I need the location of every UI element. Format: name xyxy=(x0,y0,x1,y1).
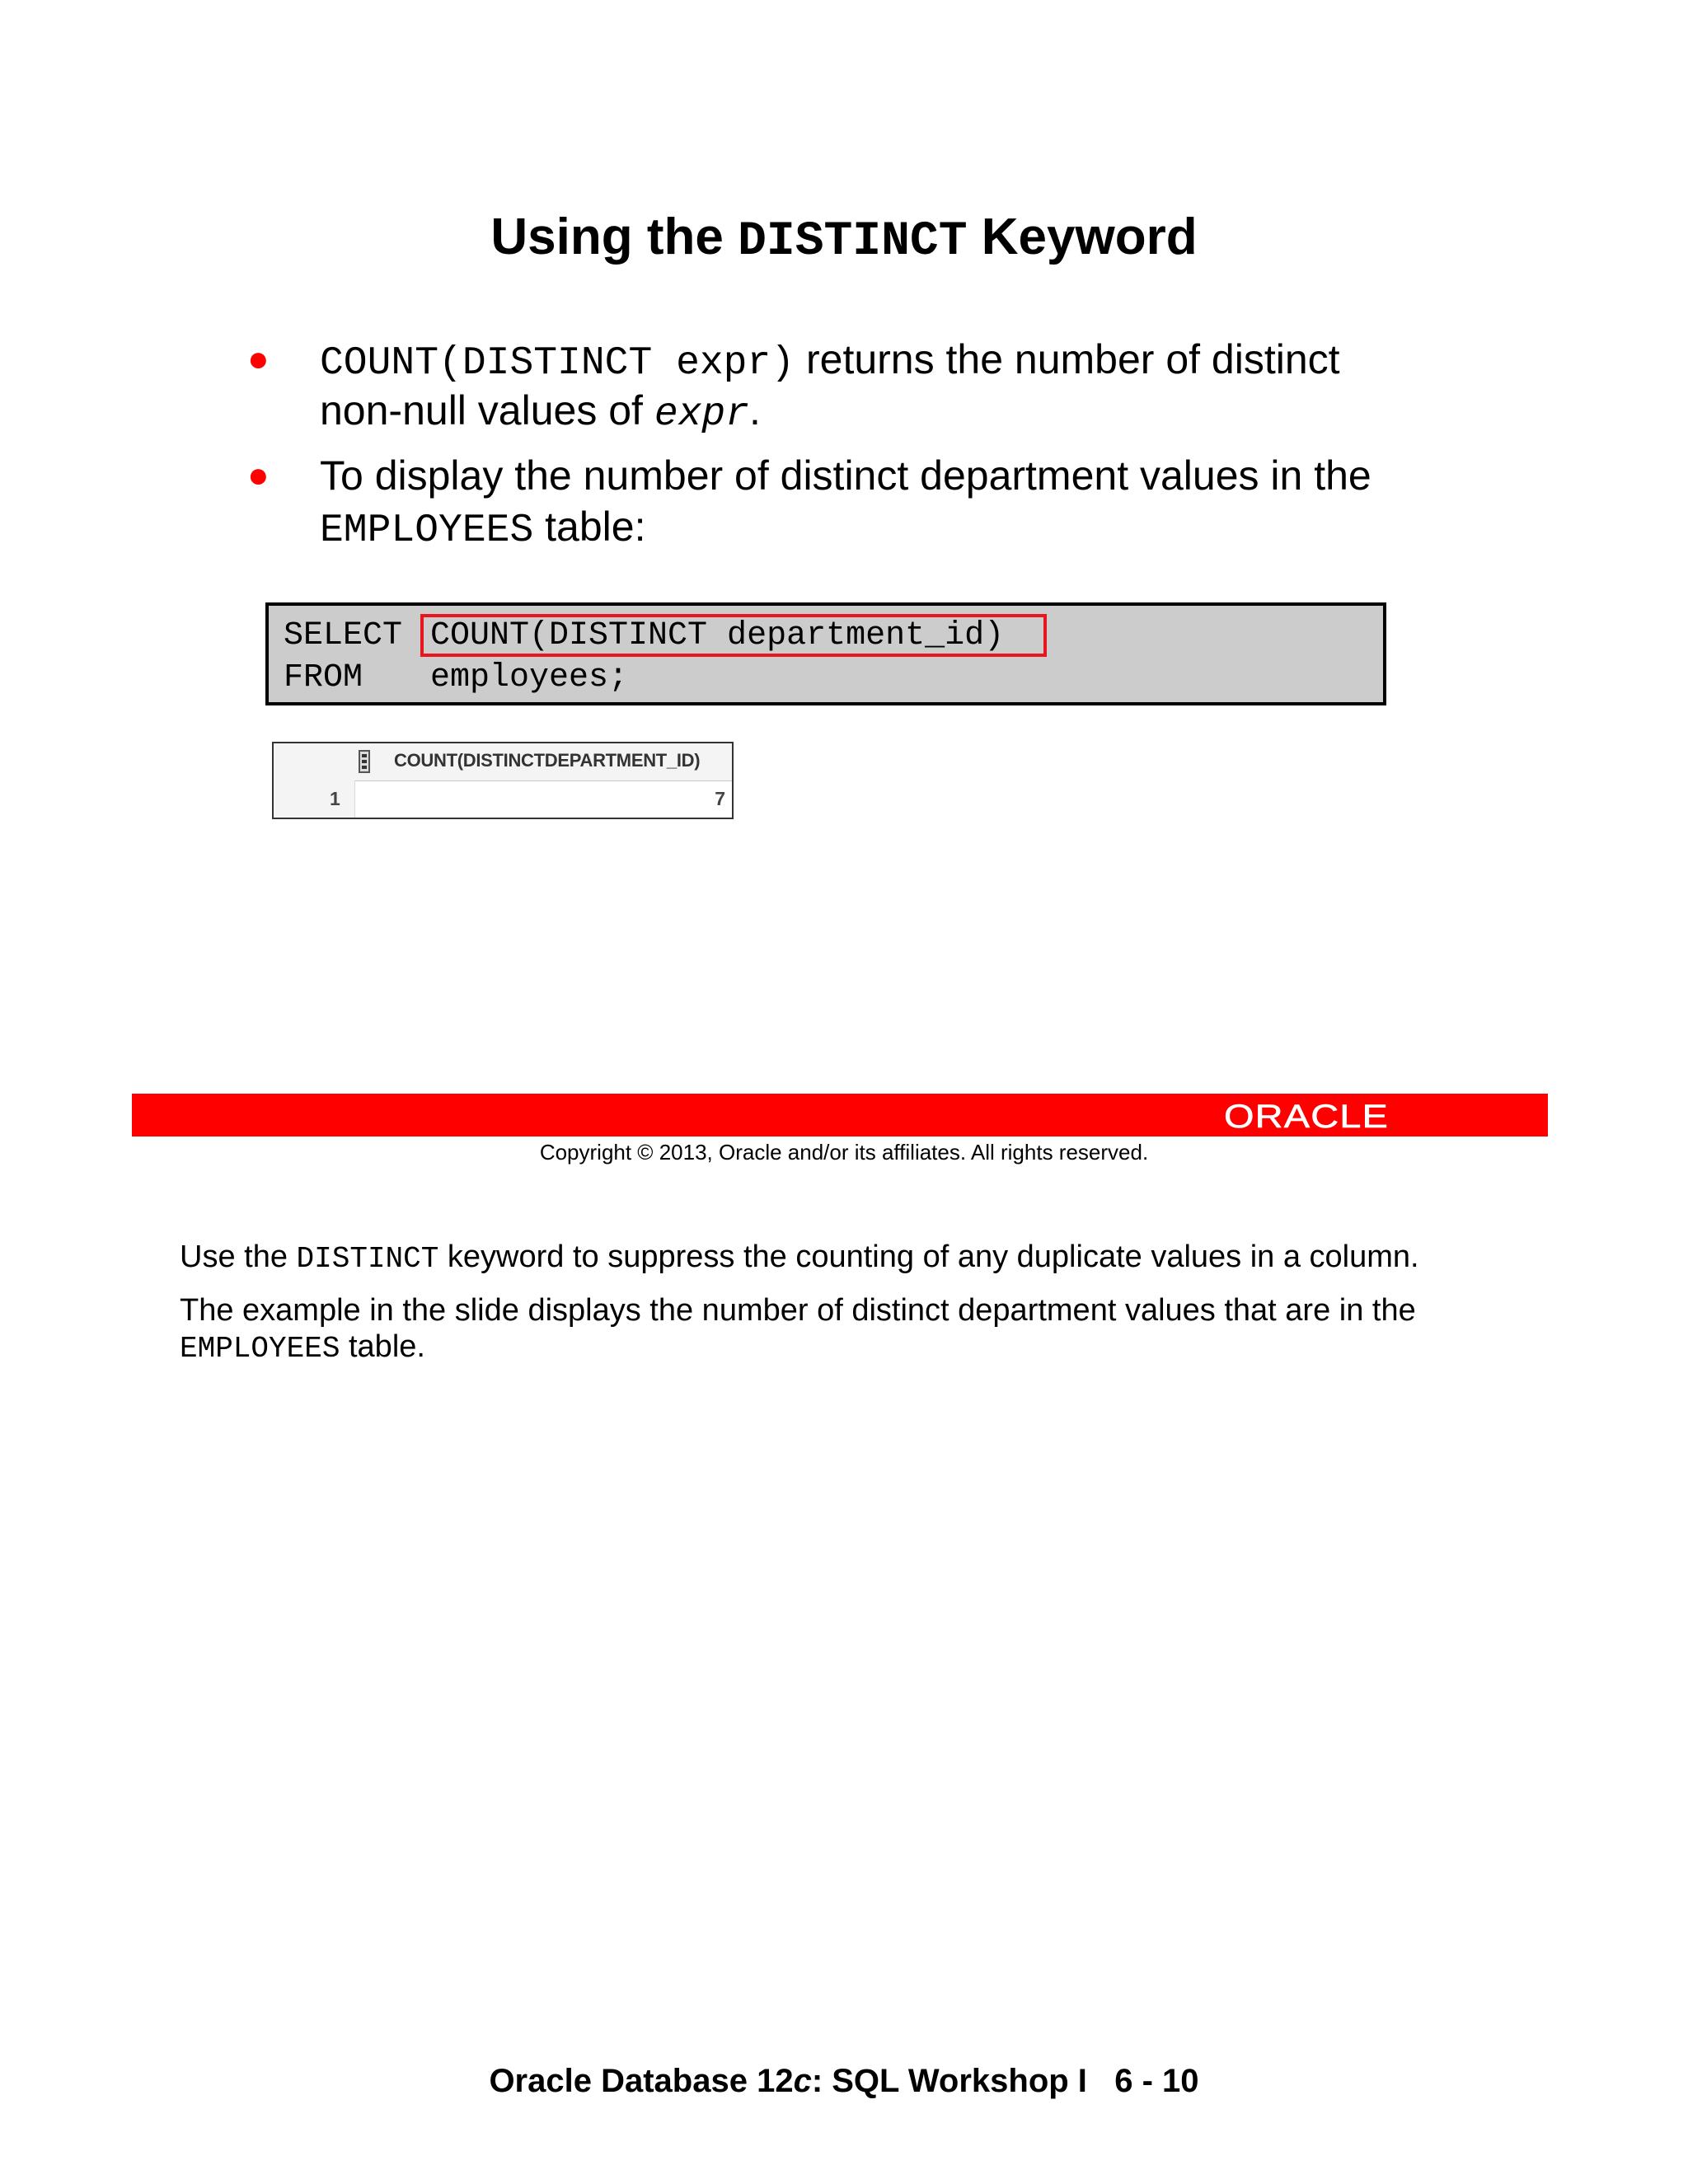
sql-code-block xyxy=(265,602,1386,705)
bullet-1-code-italic: expr xyxy=(654,392,750,437)
title-prefix: Using the xyxy=(490,208,738,265)
code-keyword-select: SELECT xyxy=(284,617,403,654)
page-footer xyxy=(0,2063,1688,2100)
oracle-logo-text: ORACLE xyxy=(1224,1099,1389,1134)
note-paragraph-2-line-1: The example in the slide displays the number of distinct department values that are in the xyxy=(180,1293,1416,1328)
footer-italic: c xyxy=(793,2063,812,2099)
bullet-2-line-2 xyxy=(320,501,645,556)
bullet-2-line-1: To display the number of distinct department values in the xyxy=(320,452,1372,499)
note-2-code: EMPLOYEES xyxy=(180,1332,340,1366)
note-1-text-1: Use the xyxy=(180,1240,297,1274)
bullet-dot-icon: ● xyxy=(247,339,270,379)
bullet-2-text: table: xyxy=(533,504,646,550)
bullet-1-end: . xyxy=(749,387,761,434)
bullet-dot-icon: ● xyxy=(247,455,270,495)
oracle-logo xyxy=(1222,1096,1395,1134)
bullet-2-code: EMPLOYEES xyxy=(320,509,534,553)
footer-suffix: : SQL Workshop I 6 - 10 xyxy=(811,2063,1199,2099)
note-2-text: table. xyxy=(340,1329,425,1364)
bullet-1-line-2 xyxy=(320,385,761,440)
grid-column-header[interactable]: COUNT(DISTINCTDEPARTMENT_ID) xyxy=(394,750,701,771)
note-1-text-2: keyword to suppress the counting of any duplicate values in a column. xyxy=(438,1240,1419,1274)
copyright-text: Copyright © 2013, Oracle and/or its affiliates. All rights reserved. xyxy=(539,1140,1149,1165)
bullet-1-text-2: non-null values of xyxy=(320,387,654,434)
code-expr-count: COUNT(DISTINCT department_id) xyxy=(430,617,1005,654)
grid-cell-value[interactable]: 7 xyxy=(715,788,725,809)
title-code: DISTINCT xyxy=(738,214,968,269)
bullet-1-code: COUNT(DISTINCT expr) xyxy=(320,341,795,386)
title-suffix: Keyword xyxy=(967,208,1198,265)
code-highlight-box xyxy=(420,614,1047,657)
query-result-grid xyxy=(272,742,734,819)
bullet-1-line-1 xyxy=(320,334,1340,389)
slide-title xyxy=(0,208,1688,270)
code-line-from xyxy=(284,658,628,698)
note-paragraph-1 xyxy=(180,1238,1419,1278)
sort-icon[interactable] xyxy=(359,750,370,773)
bullet-1-text: returns the number of distinct xyxy=(795,336,1340,382)
grid-row-number: 1 xyxy=(330,788,340,809)
grid-row-number-column xyxy=(274,780,355,818)
footer-prefix: Oracle Database 12 xyxy=(489,2063,794,2099)
code-keyword-from: FROM xyxy=(284,659,363,696)
note-1-code: DISTINCT xyxy=(296,1242,439,1276)
code-expr-table: employees; xyxy=(430,659,629,696)
note-paragraph-2-line-2 xyxy=(180,1328,425,1368)
